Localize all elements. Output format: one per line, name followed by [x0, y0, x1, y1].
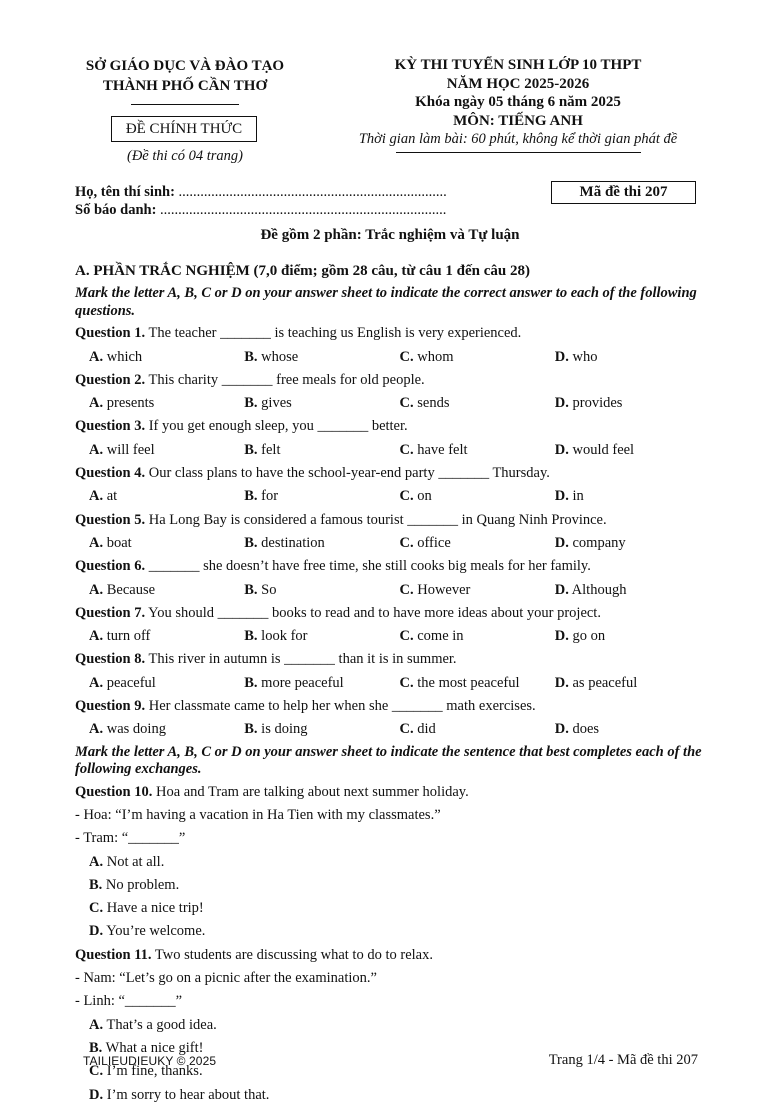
option-text: on: [413, 488, 432, 505]
answer-option[interactable]: [89, 897, 405, 920]
question-item: [75, 509, 710, 556]
exam-title-line-1: KỲ THI TUYỂN SINH LỚP 10 THPT: [394, 57, 642, 73]
answer-option[interactable]: [400, 718, 555, 741]
question-number: Question 4.: [75, 465, 146, 482]
footer-copyright: TAILIEUDIEUKY © 2025: [83, 1054, 217, 1068]
answer-option[interactable]: [244, 718, 399, 741]
option-text: That’s a good idea.: [103, 1016, 217, 1033]
question-number: Question 5.: [75, 511, 146, 528]
exam-subject: MÔN: TIẾNG ANH: [453, 112, 583, 129]
instruction-2: Mark the letter A, B, C or D on your answer sheet to indicate the sentence that best completes each of the following exchanges.: [75, 743, 702, 778]
answer-option[interactable]: [555, 346, 710, 369]
option-letter: B.: [244, 628, 258, 645]
answer-option[interactable]: [89, 485, 244, 508]
option-letter: A.: [89, 853, 104, 870]
option-letter: B.: [244, 348, 258, 365]
option-letter: B.: [244, 395, 258, 412]
question-item: [75, 648, 710, 695]
option-letter: C.: [399, 441, 414, 458]
option-text: No problem.: [102, 876, 180, 893]
answer-option[interactable]: [400, 346, 555, 369]
option-letter: B.: [244, 488, 258, 505]
answer-option[interactable]: [89, 346, 244, 369]
section-a-title: A. PHẦN TRẮC NGHIỆM (7,0 điểm; gồm 28 câu, từ câu 1 đến câu 28): [75, 263, 530, 279]
option-letter: D.: [554, 488, 569, 505]
question-stem: [75, 781, 710, 804]
question-number: Question 7.: [75, 604, 146, 621]
option-letter: C.: [399, 721, 414, 738]
answer-option[interactable]: [89, 1084, 405, 1107]
option-letter: D.: [554, 674, 569, 691]
answer-options: [75, 625, 710, 648]
question-text: _______ she doesn’t have free time, she still cooks big meals for her family.: [145, 558, 591, 575]
answer-option[interactable]: [555, 625, 710, 648]
option-letter: C.: [399, 534, 414, 551]
exam-title-block: [318, 56, 718, 153]
option-letter: C.: [399, 348, 414, 365]
question-text: Our class plans to have the school-year-end party _______ Thursday.: [145, 465, 550, 482]
option-text: peaceful: [103, 674, 156, 691]
option-letter: B.: [244, 441, 258, 458]
exam-date: Khóa ngày 05 tháng 6 năm 2025: [415, 94, 621, 110]
answer-option[interactable]: [555, 392, 710, 415]
option-text: would feel: [568, 441, 635, 458]
option-text: was doing: [103, 721, 166, 738]
question-stem: [75, 369, 710, 392]
option-letter: D.: [554, 721, 569, 738]
question-stem: [75, 462, 710, 485]
official-label-box: ĐỀ CHÍNH THỨC: [111, 116, 257, 142]
answer-option[interactable]: [244, 532, 399, 555]
option-text: I’m sorry to hear about that.: [103, 1086, 270, 1103]
option-letter: C.: [89, 900, 104, 917]
answer-option[interactable]: [400, 579, 555, 602]
question-stem: [75, 555, 710, 578]
issuer-block: [60, 56, 310, 105]
question-number: Question 1.: [75, 325, 146, 342]
answer-option[interactable]: [89, 672, 244, 695]
answer-option[interactable]: [89, 920, 405, 943]
option-text: did: [413, 721, 436, 738]
answer-option[interactable]: [89, 532, 244, 555]
option-text: which: [103, 348, 143, 365]
option-letter: D.: [554, 581, 569, 598]
question-number: Question 8.: [75, 651, 146, 668]
answer-option[interactable]: [89, 851, 405, 874]
question-stem: [75, 648, 710, 671]
answer-option[interactable]: [555, 672, 710, 695]
candidate-id-field[interactable]: ...............................................................................: [160, 202, 447, 218]
answer-option[interactable]: [244, 579, 399, 602]
exam-title-line-2: NĂM HỌC 2025-2026: [446, 75, 590, 92]
question-item: [75, 781, 710, 944]
issuer-line-1: SỞ GIÁO DỤC VÀ ĐÀO TẠO: [85, 58, 285, 74]
dialogue-line: - Linh: “_______”: [75, 993, 183, 1010]
answer-options: [75, 346, 710, 369]
question-text: Hoa and Tram are talking about next summer holiday.: [152, 783, 469, 800]
answer-option[interactable]: [244, 439, 399, 462]
option-text: boat: [103, 534, 132, 551]
option-letter: C.: [399, 488, 414, 505]
option-letter: D.: [554, 395, 569, 412]
option-text: come in: [413, 628, 464, 645]
option-text: gives: [257, 395, 292, 412]
candidate-id-row: [75, 201, 447, 219]
option-text: turn off: [103, 628, 151, 645]
answer-options: [75, 851, 710, 944]
question-text: If you get enough sleep, you _______ better.: [145, 418, 408, 435]
option-letter: C.: [399, 395, 414, 412]
question-text: Her classmate came to help her when she _______ math exercises.: [145, 698, 536, 715]
answer-option[interactable]: [400, 625, 555, 648]
option-text: whom: [413, 348, 454, 365]
answer-option[interactable]: [555, 532, 710, 555]
answer-options: [75, 439, 710, 462]
candidate-name-field[interactable]: ..........................................................................: [178, 184, 447, 200]
question-number: Question 6.: [75, 558, 146, 575]
candidate-name-label: Họ, tên thí sinh:: [75, 184, 175, 200]
footer-page-info: Trang 1/4 - Mã đề thi 207: [548, 1052, 698, 1068]
option-text: I’m fine, thanks.: [103, 1063, 203, 1080]
question-item: [75, 415, 710, 462]
option-text: Because: [103, 581, 156, 598]
option-text: whose: [257, 348, 299, 365]
question-list-part1: [75, 322, 710, 741]
option-text: does: [568, 721, 600, 738]
option-letter: B.: [244, 674, 258, 691]
question-number: Question 11.: [75, 946, 152, 963]
option-letter: B.: [89, 876, 103, 893]
option-letter: C.: [399, 674, 414, 691]
answer-option[interactable]: [244, 392, 399, 415]
answer-option[interactable]: [89, 718, 244, 741]
option-letter: A.: [89, 1016, 104, 1033]
answer-option[interactable]: [400, 672, 555, 695]
answer-option[interactable]: [89, 1014, 405, 1037]
question-item: [75, 944, 710, 1107]
question-text: Two students are discussing what to do to relax.: [151, 946, 433, 963]
answer-option[interactable]: [400, 532, 555, 555]
pages-note: (Đề thi có 04 trang): [127, 148, 243, 164]
option-text: presents: [103, 395, 155, 412]
section-a: [75, 260, 710, 1107]
option-letter: C.: [89, 1063, 104, 1080]
option-text: What a nice gift!: [102, 1039, 204, 1056]
option-text: will feel: [103, 441, 155, 458]
option-letter: B.: [89, 1039, 103, 1056]
option-text: at: [103, 488, 118, 505]
option-text: felt: [257, 441, 281, 458]
answer-option[interactable]: [555, 485, 710, 508]
option-text: have felt: [413, 441, 468, 458]
option-text: go on: [568, 628, 606, 645]
option-text: sends: [413, 395, 450, 412]
option-letter: B.: [244, 721, 258, 738]
option-letter: A.: [89, 721, 104, 738]
instruction-1: Mark the letter A, B, C or D on your answer sheet to indicate the correct answer to each of the following questions.: [75, 285, 697, 319]
answer-options: [75, 485, 710, 508]
exam-title-divider: [396, 152, 641, 153]
question-number: Question 3.: [75, 418, 146, 435]
answer-option[interactable]: [89, 392, 244, 415]
option-letter: D.: [554, 534, 569, 551]
question-item: [75, 695, 710, 742]
option-letter: B.: [244, 534, 258, 551]
option-text: destination: [257, 534, 325, 551]
option-letter: A.: [89, 488, 104, 505]
option-letter: D.: [89, 1086, 104, 1103]
option-letter: C.: [399, 581, 414, 598]
answer-option[interactable]: [244, 485, 399, 508]
option-text: company: [568, 534, 626, 551]
answer-option[interactable]: [89, 579, 244, 602]
question-stem: [75, 602, 710, 625]
option-text: as peaceful: [568, 674, 638, 691]
option-text: in: [568, 488, 584, 505]
answer-option[interactable]: [89, 439, 244, 462]
option-text: You’re welcome.: [103, 923, 206, 940]
dialogue-line: - Hoa: “I’m having a vacation in Ha Tien with my classmates.”: [75, 806, 441, 823]
answer-option[interactable]: [555, 579, 710, 602]
answer-option[interactable]: [555, 439, 710, 462]
answer-option[interactable]: [89, 874, 405, 897]
option-letter: C.: [399, 628, 414, 645]
option-text: for: [257, 488, 279, 505]
option-letter: A.: [89, 348, 104, 365]
answer-options: [75, 718, 710, 741]
answer-options: [75, 392, 710, 415]
candidate-id-label: Số báo danh:: [75, 202, 157, 218]
option-letter: A.: [89, 674, 104, 691]
question-text: This river in autumn is _______ than it is in summer.: [145, 651, 457, 668]
question-number: Question 2.: [75, 371, 146, 388]
question-stem: [75, 695, 710, 718]
option-text: who: [568, 348, 598, 365]
question-text: You should _______ books to read and to have more ideas about your project.: [145, 604, 601, 621]
question-number: Question 9.: [75, 698, 146, 715]
option-letter: A.: [89, 395, 104, 412]
question-item: [75, 602, 710, 649]
question-item: [75, 369, 710, 416]
answer-option[interactable]: [244, 346, 399, 369]
question-text: This charity _______ free meals for old people.: [145, 371, 425, 388]
question-item: [75, 462, 710, 509]
question-number: Question 10.: [75, 783, 153, 800]
question-text: The teacher _______ is teaching us English is very experienced.: [145, 325, 522, 342]
answer-option[interactable]: [400, 392, 555, 415]
question-item: [75, 322, 710, 369]
question-stem: [75, 509, 710, 532]
answer-options: [75, 532, 710, 555]
answer-option[interactable]: [89, 625, 244, 648]
answer-option[interactable]: [400, 485, 555, 508]
option-text: the most peaceful: [413, 674, 520, 691]
issuer-divider: [131, 104, 239, 105]
issuer-line-2: THÀNH PHỐ CẦN THƠ: [102, 78, 268, 94]
answer-option[interactable]: [244, 672, 399, 695]
answer-option[interactable]: [244, 625, 399, 648]
answer-option[interactable]: [400, 439, 555, 462]
option-text: more peaceful: [257, 674, 344, 691]
question-text: Ha Long Bay is considered a famous tourist _______ in Quang Ninh Province.: [145, 511, 607, 528]
answer-options: [75, 579, 710, 602]
dialogue-line: - Nam: “Let’s go on a picnic after the examination.”: [75, 970, 377, 987]
option-letter: D.: [554, 348, 569, 365]
option-letter: A.: [89, 534, 104, 551]
option-letter: A.: [89, 581, 104, 598]
answer-options: [75, 672, 710, 695]
option-text: look for: [257, 628, 308, 645]
option-text: Have a nice trip!: [103, 900, 204, 917]
option-text: However: [413, 581, 471, 598]
option-text: Not at all.: [103, 853, 165, 870]
option-text: provides: [568, 395, 623, 412]
answer-option[interactable]: [555, 718, 710, 741]
candidate-name-row: [75, 183, 447, 201]
question-item: [75, 555, 710, 602]
dialogue-line: - Tram: “_______”: [75, 830, 186, 847]
candidate-info: [75, 183, 447, 219]
exam-time-note: Thời gian làm bài: 60 phút, không kể thời gian phát đề: [358, 131, 678, 147]
question-stem: [75, 415, 710, 438]
question-stem: [75, 322, 710, 345]
option-letter: A.: [89, 628, 104, 645]
option-text: office: [413, 534, 451, 551]
exam-code-box: Mã đề thi 207: [551, 181, 696, 204]
option-letter: B.: [244, 581, 258, 598]
question-stem: [75, 944, 710, 967]
parts-note: Đề gồm 2 phần: Trắc nghiệm và Tự luận: [260, 227, 520, 243]
option-text: is doing: [257, 721, 308, 738]
option-letter: D.: [554, 441, 569, 458]
option-text: So: [257, 581, 277, 598]
option-text: Although: [568, 581, 627, 598]
option-letter: A.: [89, 441, 104, 458]
option-letter: D.: [89, 923, 104, 940]
option-letter: D.: [554, 628, 569, 645]
